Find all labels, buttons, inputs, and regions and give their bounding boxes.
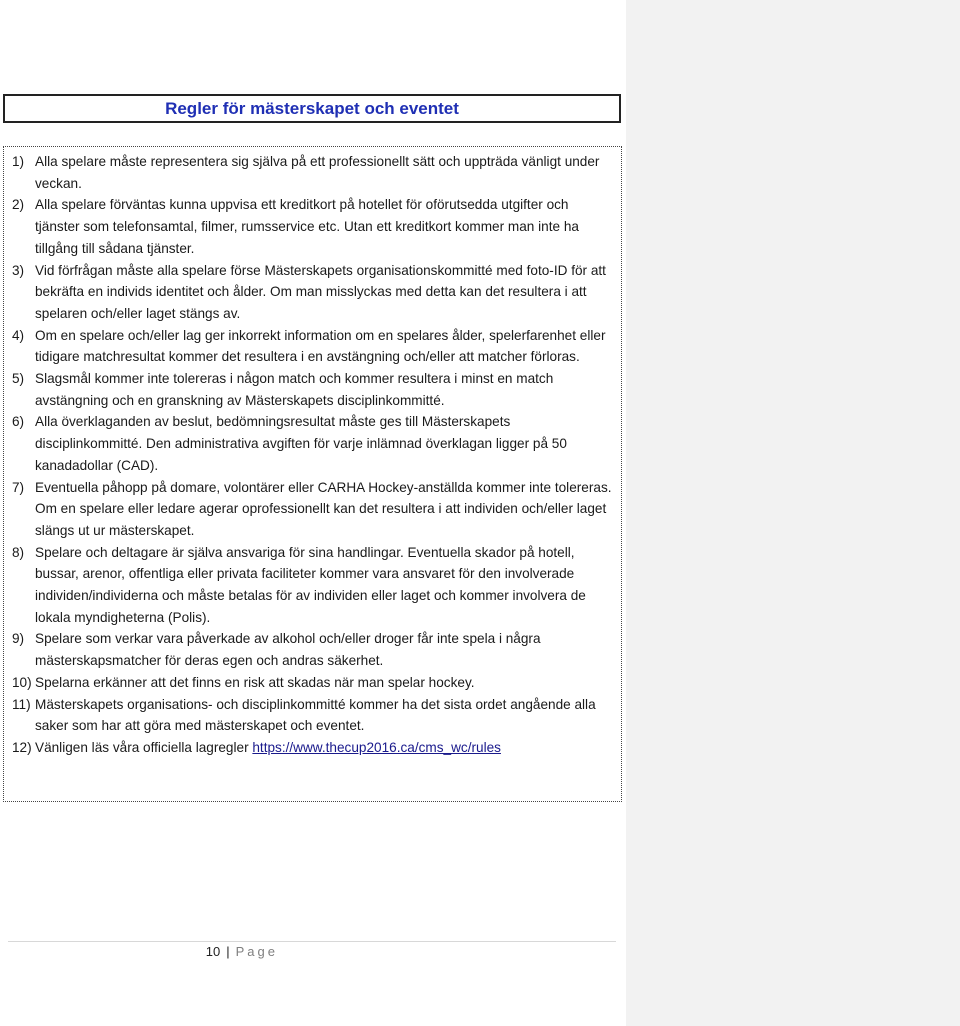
rule-item bbox=[12, 194, 613, 259]
rules-list bbox=[4, 147, 621, 759]
rule-text: Om en spelare och/eller lag ger inkorrekt information om en spelares ålder, spelerfarenhet eller tidigare matchresultat kommer det resultera i en avstängning och/eller att matcher förloras. bbox=[35, 327, 606, 365]
rule-number: 12) bbox=[12, 739, 32, 755]
rule-number: 6) bbox=[12, 414, 25, 430]
rule-text-block bbox=[35, 368, 613, 411]
rule-text-block bbox=[35, 737, 613, 759]
page-label: Page bbox=[235, 944, 278, 959]
rule-text: Alla spelare måste representera sig själva på ett professionellt sätt och uppträda vänligt under veckan. bbox=[35, 154, 600, 191]
rule-item bbox=[12, 151, 613, 194]
rule-number: 4) bbox=[12, 327, 25, 343]
rule-number: 9) bbox=[12, 631, 25, 647]
rule-text-block bbox=[35, 151, 613, 194]
page-footer bbox=[206, 944, 278, 959]
rule-item bbox=[12, 368, 613, 411]
rule-text: Mästerskapets organisations- och disciplinkommitté kommer ha det sista ordet angående alla saker som har att göra med mästerskapet och eventet. bbox=[35, 696, 596, 734]
rule-number: 11) bbox=[12, 696, 31, 712]
footer-separator: | bbox=[226, 944, 230, 959]
comment-margin-panel bbox=[626, 0, 960, 1026]
rule-text-block bbox=[35, 325, 613, 368]
document-title: Regler för mästerskapet och eventet bbox=[165, 98, 459, 118]
rule-text: Spelare och deltagare är själva ansvariga för sina handlingar. Eventuella skador på hotell, bussar, arenor, offentliga eller privata faciliteter kommer vara ansvaret för den involverade individen/individerna och måste betalas för av individen eller laget och kommer involvera de lokala myndigheterna (Polis). bbox=[35, 544, 586, 625]
rule-text: Alla spelare förväntas kunna uppvisa ett kreditkort på hotellet för oförutsedda utgifter och tjänster som telefonsamtal, filmer, rumsservice etc. Utan ett kreditkort kommer man inte ha tillgång till sådana tjänster. bbox=[35, 197, 579, 256]
rule-number: 7) bbox=[12, 479, 25, 495]
rule-text: Alla överklaganden av beslut, bedömningsresultat måste ges till Mästerskapets disciplinkommitté. Den administrativa avgiften för varje inlämnad överklagan ligger på 50 kanadadollar (CAD). bbox=[35, 414, 567, 473]
rule-text-block bbox=[35, 542, 613, 629]
rule-text-block bbox=[35, 194, 613, 259]
rule-text: Vid förfrågan måste alla spelare förse Mästerskapets organisationskommitté med foto-ID för att bekräfta en individs identitet och ålder. Om man misslyckas med detta kan det resultera i att spelaren och/eller laget stängs av. bbox=[35, 262, 606, 321]
footer-divider bbox=[8, 941, 616, 942]
rule-item bbox=[12, 737, 613, 759]
rules-link[interactable]: https://www.thecup2016.ca/cms_wc/rules bbox=[252, 739, 501, 755]
rule-number: 3) bbox=[12, 262, 25, 278]
rule-item bbox=[12, 672, 613, 694]
rule-item bbox=[12, 628, 613, 671]
rules-box bbox=[3, 146, 622, 802]
rule-item bbox=[12, 411, 613, 476]
rule-text-block bbox=[35, 411, 613, 476]
rule-number: 1) bbox=[12, 154, 25, 169]
rule-text: Slagsmål kommer inte tolereras i någon match och kommer resultera i minst en match avstängning och en granskning av Mästerskapets disciplinkommitté. bbox=[35, 371, 554, 408]
rule-text-block bbox=[35, 260, 613, 325]
rule-item bbox=[12, 260, 613, 325]
rule-item bbox=[12, 694, 613, 737]
rule-text-block bbox=[35, 477, 613, 542]
page-number: 10 bbox=[205, 944, 221, 959]
rule-number: 8) bbox=[12, 544, 25, 560]
rule-item bbox=[12, 542, 613, 629]
rule-text: Spelarna erkänner att det finns en risk att skadas när man spelar hockey. bbox=[35, 674, 475, 690]
rule-number: 10) bbox=[12, 674, 32, 690]
rule-item bbox=[12, 325, 613, 368]
rule-number: 5) bbox=[12, 371, 25, 387]
rule-number: 2) bbox=[12, 197, 25, 213]
rule-text-block bbox=[35, 694, 613, 737]
rule-text: Eventuella påhopp på domare, volontärer eller CARHA Hockey-anställda kommer inte tolereras. Om en spelare eller ledare agerar oprofessionellt kan det resultera i att individen och/eller laget slängs ut ur mästerskapet. bbox=[35, 479, 612, 538]
rule-text-block bbox=[35, 628, 613, 671]
title-box bbox=[3, 94, 621, 123]
rule-text-block bbox=[35, 672, 613, 694]
rule-text: Vänligen läs våra officiella lagregler bbox=[35, 739, 253, 755]
rule-item bbox=[12, 477, 613, 542]
rule-text: Spelare som verkar vara påverkade av alkohol och/eller droger får inte spela i några mästerskapsmatcher för deras egen och andras säkerhet. bbox=[35, 631, 541, 669]
